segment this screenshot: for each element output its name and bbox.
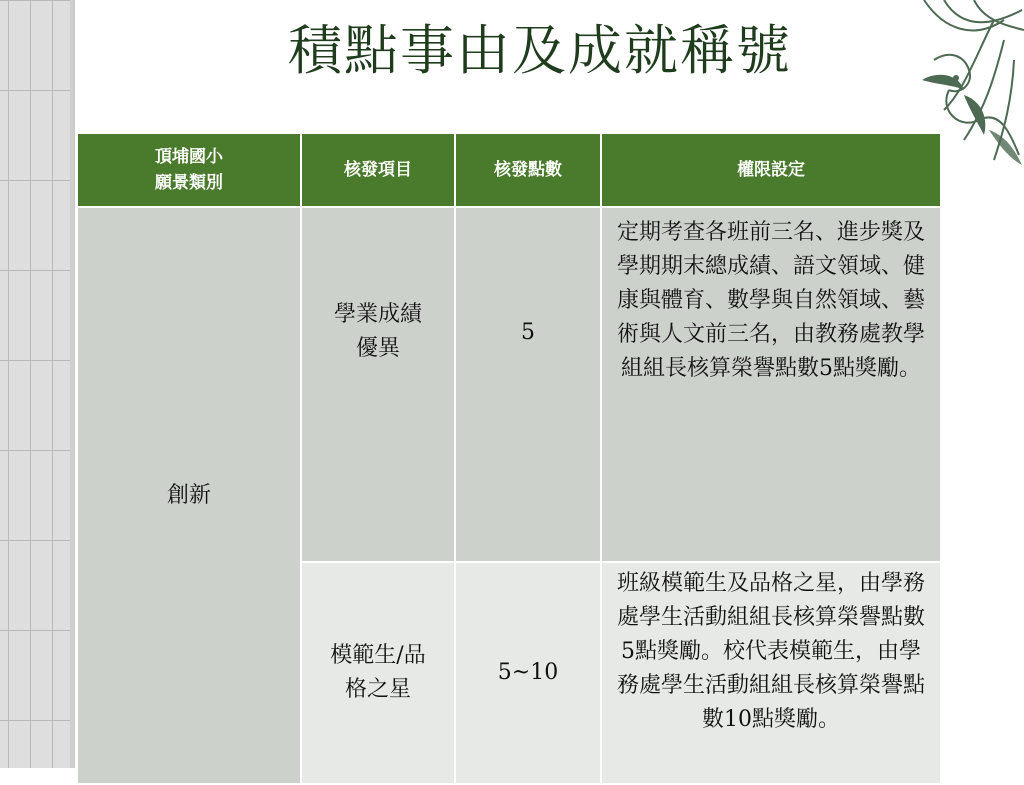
side-grid-decoration bbox=[0, 0, 75, 768]
header-points: 核發點數 bbox=[455, 133, 601, 207]
points-table bbox=[76, 132, 942, 785]
item-cell: 學業成績 優異 bbox=[301, 207, 455, 562]
points-cell: 5~10 bbox=[455, 562, 601, 784]
page-title: 積點事由及成就稱號 bbox=[288, 19, 792, 82]
header-permission: 權限設定 bbox=[601, 133, 941, 207]
table-row bbox=[77, 207, 941, 562]
header-vision-category: 頂埔國小 願景類別 bbox=[77, 133, 301, 207]
permission-cell: 班級模範生及品格之星，由學務處學生活動組組長核算榮譽點數5點獎勵。校代表模範生，由學務處學生活動組組長核算榮譽點數10點獎勵。 bbox=[601, 562, 941, 784]
table-header-row bbox=[77, 133, 941, 207]
permission-cell: 定期考查各班前三名、進步獎及學期期末總成績、語文領域、健康與體育、數學與自然領域、藝術與人文前三名，由教務處教學組組長核算榮譽點數5點獎勵。 bbox=[601, 207, 941, 562]
header-item: 核發項目 bbox=[301, 133, 455, 207]
item-cell: 模範生/品 格之星 bbox=[301, 562, 455, 784]
category-cell: 創新 bbox=[77, 207, 301, 784]
points-cell: 5 bbox=[455, 207, 601, 562]
